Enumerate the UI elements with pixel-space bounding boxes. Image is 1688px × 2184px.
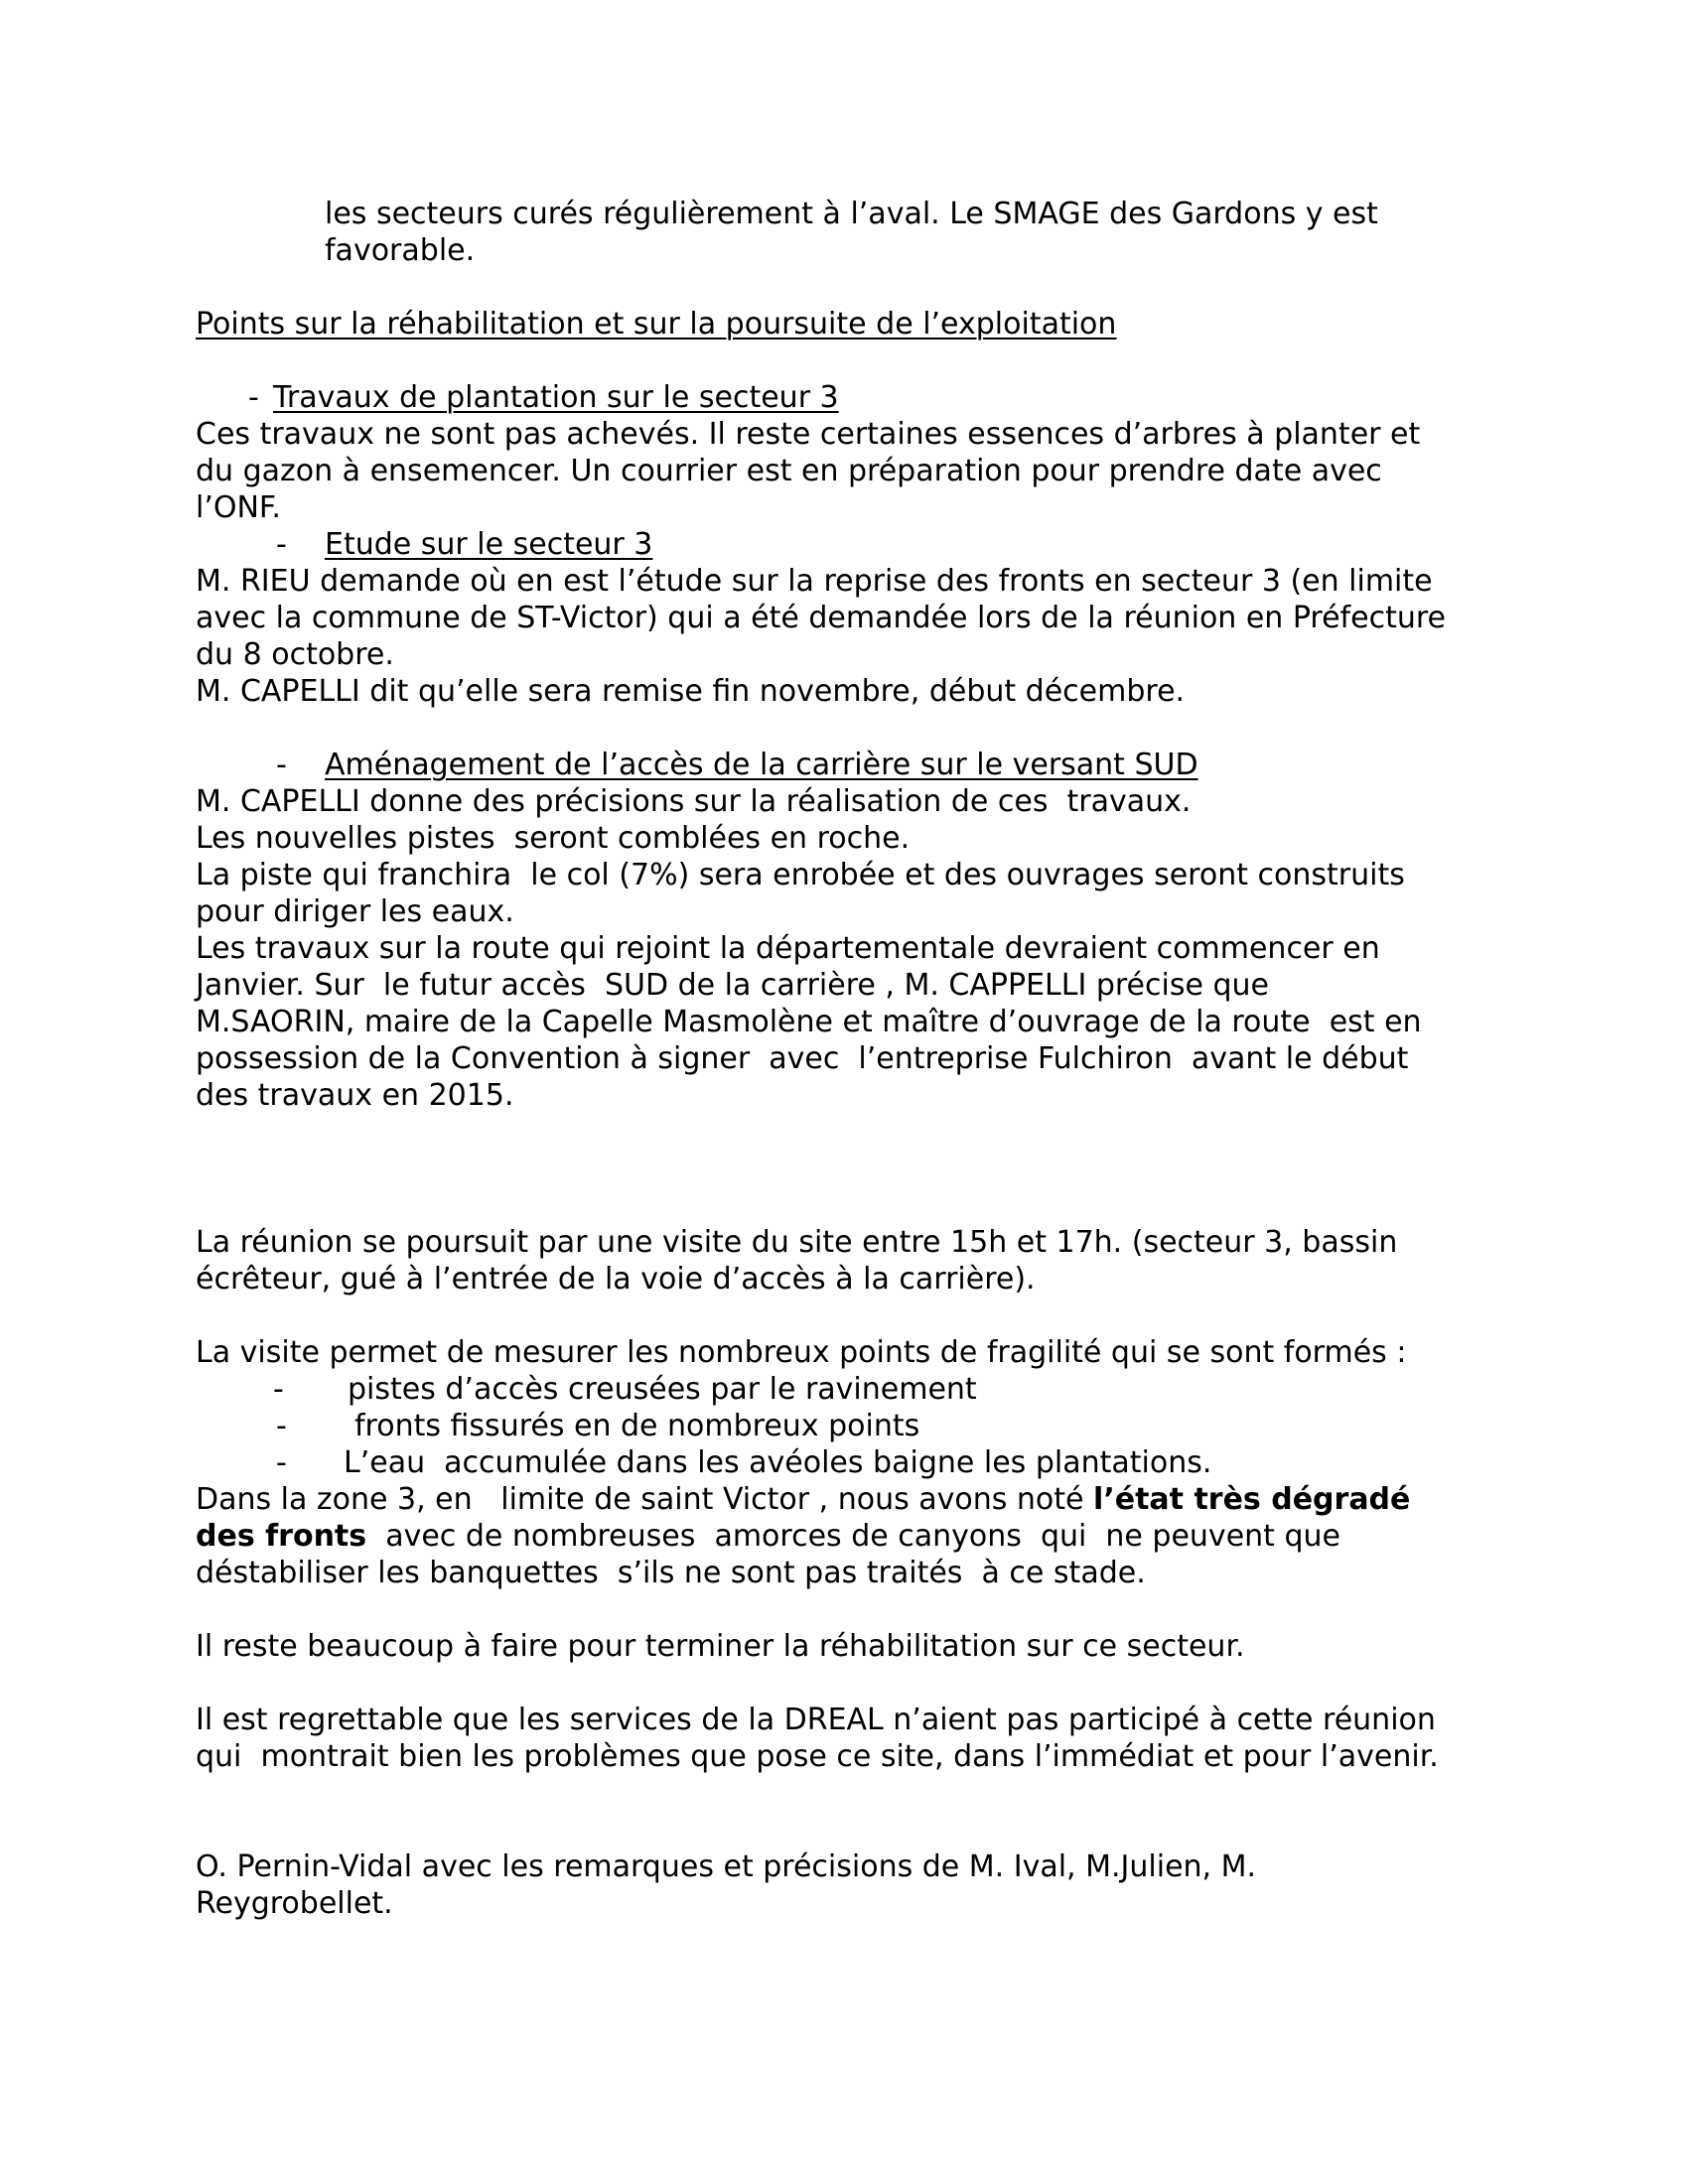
etude-line-2: avec la commune de ST-Victor) qui a été demandée lors de la réunion en Préfecture [196,601,1446,635]
visite-line-2: écrêteur, gué à l’entrée de la voie d’accès à la carrière). [196,1262,1036,1297]
signature-line-1: O. Pernin-Vidal avec les remarques et précisions de M. Ival, M.Julien, M. [196,1849,1257,1884]
etude-dash: - [276,527,287,562]
section-title: Points sur la réhabilitation et sur la poursuite de l’exploitation [196,307,1117,341]
fragilite-line-3: déstabiliser les banquettes s’ils ne sont pas traités à ce stade. [196,1556,1146,1590]
fragilite-item-3: L’eau accumulée dans les avéoles baigne les plantations. [344,1445,1212,1480]
fragilite-item-1: pistes d’accès creusées par le ravinement [348,1372,977,1407]
reste-line: Il reste beaucoup à faire pour terminer la réhabilitation sur ce secteur. [196,1629,1245,1664]
plantation-line-2: du gazon à ensemencer. Un courrier est en préparation pour prendre date avec [196,454,1382,488]
amenagement-dash: - [276,748,287,782]
amenagement-line-6: Janvier. Sur le futur accès SUD de la carrière , M. CAPPELLI précise que [196,968,1269,1003]
fragilite-item-dash-3: - [276,1445,287,1480]
amenagement-line-7: M.SAORIN, maire de la Capelle Masmolène et maître d’ouvrage de la route est en [196,1005,1422,1039]
signature-line-2: Reygrobellet. [196,1886,393,1921]
fragilite-item-dash-1: - [273,1372,284,1407]
plantation-line-1: Ces travaux ne sont pas achevés. Il reste certaines essences d’arbres à planter et [196,417,1421,452]
amenagement-line-9: des travaux en 2015. [196,1078,514,1113]
fragilite-line-2 [196,1518,1340,1555]
fragilite-line-1 [196,1481,1410,1518]
amenagement-line-1: M. CAPELLI donne des précisions sur la réalisation de ces travaux. [196,784,1192,819]
amenagement-line-4: pour diriger les eaux. [196,894,514,929]
visite-line-1: La réunion se poursuit par une visite du site entre 15h et 17h. (secteur 3, bassin [196,1225,1398,1260]
fragilite-intro: La visite permet de mesurer les nombreux points de fragilité qui se sont formés : [196,1335,1407,1370]
amenagement-heading: Aménagement de l’accès de la carrière sur le versant SUD [325,748,1198,782]
fragilite-item-dash-2: - [276,1409,287,1443]
fragilite-line-1-bold: l’état très dégradé [1093,1482,1411,1517]
intro-line-1: les secteurs curés régulièrement à l’aval. Le SMAGE des Gardons y est [325,197,1378,231]
etude-line-1: M. RIEU demande où en est l’étude sur la reprise des fronts en secteur 3 (en limite [196,564,1433,599]
amenagement-line-5: Les travaux sur la route qui rejoint la départementale devraient commencer en [196,931,1380,966]
fragilite-item-2: fronts fissurés en de nombreux points [354,1409,920,1443]
amenagement-line-3: La piste qui franchira le col (7%) sera enrobée et des ouvrages seront construits [196,858,1405,892]
plantation-line-3: l’ONF. [196,490,281,525]
etude-heading: Etude sur le secteur 3 [325,527,653,562]
etude-line-4: M. CAPELLI dit qu’elle sera remise fin novembre, début décembre. [196,674,1186,709]
plantation-dash: - [248,380,259,415]
amenagement-line-2: Les nouvelles pistes seront comblées en roche. [196,821,911,856]
fragilite-line-1-text: Dans la zone 3, en limite de saint Victor , nous avons noté [196,1482,1094,1517]
amenagement-line-8: possession de la Convention à signer avec l’entreprise Fulchiron avant le début [196,1041,1409,1076]
dreal-line-1: Il est regrettable que les services de la DREAL n’aient pas participé à cette réunion [196,1703,1436,1737]
plantation-heading: Travaux de plantation sur le secteur 3 [273,380,839,415]
intro-line-2: favorable. [325,233,476,268]
etude-line-3: du 8 octobre. [196,637,394,672]
dreal-line-2: qui montrait bien les problèmes que pose ce site, dans l’immédiat et pour l’avenir. [196,1739,1439,1774]
fragilite-line-2-text: avec de nombreuses amorces de canyons qui ne peuvent que [366,1519,1340,1554]
fragilite-line-2-bold: des fronts [196,1519,367,1554]
